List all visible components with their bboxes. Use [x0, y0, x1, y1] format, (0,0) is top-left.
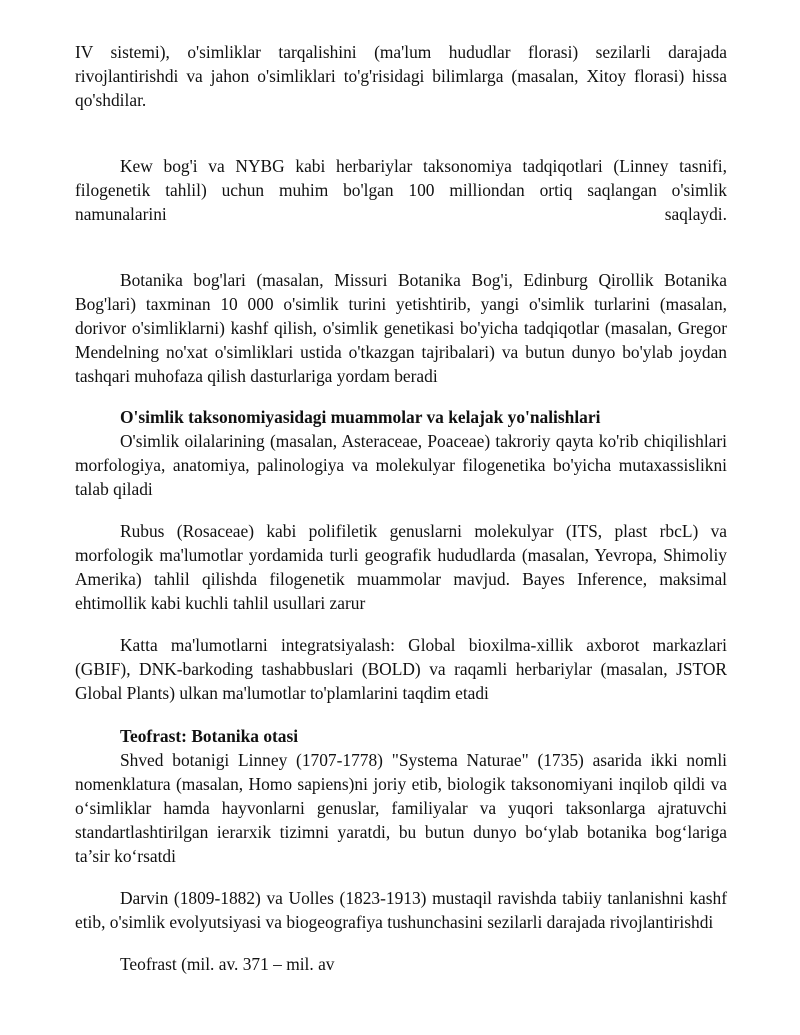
paragraph-botanical-gardens: Botanika bog'lari (masalan, Missuri Botanika Bog'i, Edinburg Qirollik Botanika Bog'lari) taxminan 10 000 o'simlik turini yetishtirib, yangi o'simlik turlarini (masalan, dorivor o'simliklarni) kashf qilish, o'simlik genetikasi bo'yicha tadqiqotlar (masalan, Gregor Mendelning no'xat o'simliklari ustida o'tkazgan tajribalari) va butun dunyo bo'ylab joydan tashqari muhofaza qilish dasturlariga yordam beradi — [75, 270, 727, 386]
paragraph-continuation: IV sistemi), o'simliklar tarqalishini (ma'lum hududlar florasi) sezilarli darajada rivojlantirishdi va jahon o'simliklari to'g'risidagi bilimlarga (masalan, Xitoy florasi) hissa qo'shdilar. — [75, 42, 727, 110]
paragraph-theophrastus-start: Teofrast (mil. av. 371 – mil. av — [120, 954, 335, 974]
document-page — [75, 40, 727, 976]
paragraph-herbaria — [75, 154, 727, 226]
paragraph-big-data: Katta ma'lumotlarni integratsiyalash: Global bioxilma-xillik axborot markazlari (GBIF), DNK-barkoding tashabbuslari (BOLD) va raqamli herbariylar (masalan, JSTOR Global Plants) ulkan ma'lumotlar to'plamlarini taqdim etadi — [75, 635, 727, 703]
paragraph-families-revision: O'simlik oilalarining (masalan, Asteraceae, Poaceae) takroriy qayta ko'rib chiqilishlari morfologiya, anatomiya, palinologiya va molekulyar filogenetika bo'yicha mutaxassislikni talab qiladi — [75, 431, 727, 499]
paragraph-linnaeus: Shved botanigi Linney (1707-1778) "Systema Naturae" (1735) asarida ikki nomli nomenklatura (masalan, Homo sapiens)ni joriy etib, biologik taksonomiyani inqilob qildi va o‘simliklar hamda hayvonlarni genuslar, familiyalar va yuqori taksonlarga ajratuvchi standartlashtirilgan ierarxik tizimni yaratdi, bu butun dunyo bo‘ylab botanika bog‘lariga ta’sir ko‘rsatdi — [75, 750, 727, 866]
section-heading-theophrastus: Teofrast: Botanika otasi — [120, 726, 299, 746]
paragraph-herbaria-text: Kew bog'i va NYBG kabi herbariylar taksonomiya tadqiqotlari (Linney tasnifi, filogenetik tahlil) uchun muhim bo'lgan 100 milliondan ortiq saqlangan o'simlik namunalarini saqlaydi. — [75, 156, 727, 224]
section-heading-challenges: O'simlik taksonomiyasidagi muammolar va kelajak yo'nalishlari — [120, 407, 601, 427]
paragraph-darwin-wallace: Darvin (1809-1882) va Uolles (1823-1913) mustaqil ravishda tabiiy tanlanishni kashf etib, o'simlik evolyutsiyasi va biogeografiya tushunchasini sezilarli darajada rivojlantirishdi — [75, 888, 727, 932]
paragraph-rubus: Rubus (Rosaceae) kabi polifiletik genuslarni molekulyar (ITS, plast rbcL) va morfologik ma'lumotlar yordamida turli geografik hududlarda (masalan, Yevropa, Shimoliy Amerika) tahlil qilishda filogenetik muammolar mavjud. Bayes Inference, maksimal ehtimollik kabi kuchli tahlil usullari zarur — [75, 521, 727, 613]
